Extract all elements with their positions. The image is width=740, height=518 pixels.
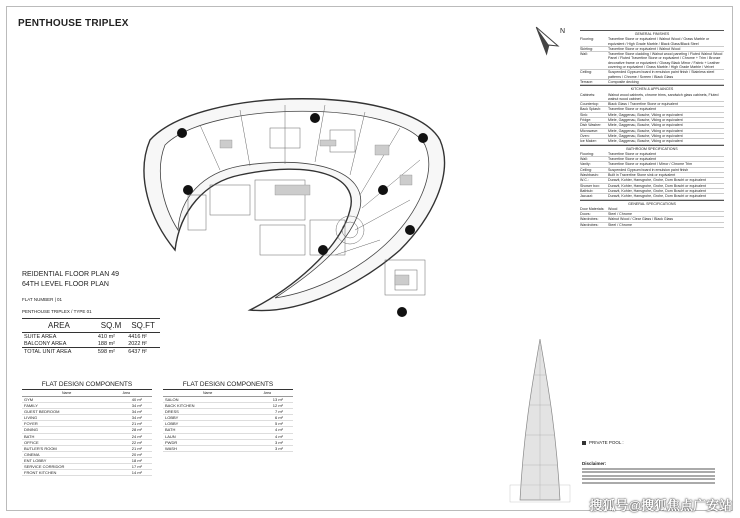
component-area: 5 m² xyxy=(275,421,283,427)
component-name: ENT LOBBY xyxy=(24,457,47,463)
col-area: Area xyxy=(122,391,130,395)
component-name: LIVING xyxy=(24,415,38,421)
component-area: 17 m² xyxy=(131,464,142,470)
disclaimer-text-line xyxy=(582,482,715,484)
spec-value: Travertine Stone or equivalent xyxy=(608,157,657,162)
table-row xyxy=(22,340,160,348)
spec-row xyxy=(580,37,724,47)
disclaimer-text-line xyxy=(582,468,715,470)
area-header-sqft: SQ.FT xyxy=(126,319,160,333)
spec-key: Wardrobes: xyxy=(580,222,599,227)
spec-value: Duravit, Kohler, Hansgrohe, Grohe, Dorn Bracht or equivalent xyxy=(608,194,706,199)
spec-key: Door Materials: xyxy=(580,206,605,211)
spec-key: Flooring: xyxy=(580,151,594,156)
components-title: FLAT DESIGN COMPONENTS xyxy=(163,381,293,390)
flat-type: PENTHOUSE TRIPLEX / TYPE 01 xyxy=(22,309,92,314)
spec-value: Miele, Gaggenau, Bosche, Viking or equivalent xyxy=(608,133,683,138)
spec-value: Miele, Gaggenau, Bosche, Viking or equivalent xyxy=(608,112,683,117)
spec-key: Flooring: xyxy=(580,37,594,42)
area-sqm: 410 m² xyxy=(97,333,115,340)
component-name: BATH xyxy=(24,433,35,439)
spec-value: Suspended Gypsum board in emulsion paint finish xyxy=(608,167,689,172)
spec-key: Jacuzzi: xyxy=(580,194,593,199)
component-area: 34 m² xyxy=(131,415,142,421)
components-header xyxy=(22,390,152,397)
spec-value: Duravit, Kohler, Hansgrohe, Grohe, Dorn Bracht or equivalent xyxy=(608,188,706,193)
spec-value: Duravit, Kohler, Hansgrohe, Grohe, Dorn Bracht or equivalent xyxy=(608,183,706,188)
col-name: Name xyxy=(62,391,72,395)
plan-title xyxy=(22,270,119,290)
col-name: Name xyxy=(203,391,213,395)
area-sqft: 2022 ft² xyxy=(128,340,147,347)
area-sqft: 4416 ft² xyxy=(128,333,147,340)
spec-key: Microwave: xyxy=(580,128,599,133)
spec-key: Dish Washer: xyxy=(580,123,602,128)
spec-key: W.C.: xyxy=(580,178,589,183)
spec-key: Ceiling: xyxy=(580,167,592,172)
area-name: BALCONY AREA xyxy=(24,340,67,347)
component-name: FRONT KITCHEN xyxy=(24,470,57,476)
component-area: 21 m² xyxy=(131,445,142,451)
area-name: SUITE AREA xyxy=(24,333,57,340)
component-name: GYM xyxy=(24,397,34,402)
component-area: 18 m² xyxy=(131,457,142,463)
spec-key: Oven: xyxy=(580,133,590,138)
area-name: TOTAL UNIT AREA xyxy=(24,348,72,355)
components-table-left xyxy=(22,381,152,476)
component-name: OFFICE xyxy=(24,439,39,445)
private-pool-legend xyxy=(582,440,624,445)
specifications-panel xyxy=(580,30,724,228)
component-name: WASH xyxy=(165,445,177,451)
components-title: FLAT DESIGN COMPONENTS xyxy=(22,381,152,390)
spec-value: Built in Travertine Stone sink or equivalent xyxy=(608,173,676,178)
spec-key: Bathtub: xyxy=(580,188,594,193)
floor-plan xyxy=(110,80,460,320)
spec-key: Skirting: xyxy=(580,46,593,51)
component-area: 3 m² xyxy=(275,445,283,451)
spec-key: Countertop: xyxy=(580,102,599,107)
col-area: Area xyxy=(263,391,271,395)
spec-key: Wall: xyxy=(580,157,588,162)
plan-title-line-1: REIDENTIAL FLOOR PLAN 49 xyxy=(22,271,119,278)
component-area: 3 m² xyxy=(275,439,283,445)
spec-value: Duravit, Kohler, Hansgrohe, Grohe, Dorn Bracht or equivalent xyxy=(608,178,706,183)
component-area: 24 m² xyxy=(131,433,142,439)
component-area: 40 m² xyxy=(131,397,142,402)
plan-title-line-2: 64TH LEVEL FLOOR PLAN xyxy=(22,281,109,288)
component-area: 4 m² xyxy=(275,427,283,433)
component-area: 4 m² xyxy=(275,433,283,439)
spec-value: Black Glass / Travertine Stone or equivalent xyxy=(608,102,678,107)
spec-key: Vanity: xyxy=(580,162,591,167)
component-name: BACK KITCHEN xyxy=(165,403,195,409)
table-row xyxy=(22,333,160,341)
north-label: N xyxy=(560,28,565,35)
spec-value: Walnut Wood / Clear Glass / Black Glass xyxy=(608,217,674,222)
spec-value: Travertine Stone or equivalent xyxy=(608,107,657,112)
component-area: 34 m² xyxy=(131,409,142,415)
page-title: PENTHOUSE TRIPLEX xyxy=(18,18,129,29)
component-name: BATH xyxy=(165,427,176,433)
component-area: 13 m² xyxy=(272,397,283,402)
spec-key: Shower box: xyxy=(580,183,600,188)
spec-value: Steel / Chrome xyxy=(608,222,632,227)
spec-value: Travertine Stone cladding / Walnut wood paneling / Fluted Walnut Wood Panel / Fluted Travertine Stone or equivalent / Chrome + Trim / Bronze decorative frame or equivalent / Glossy Black Mirror / Fabric + Leather covering or equivalent / Grass Marble / High Grade Marble / Velvet xyxy=(608,52,723,70)
spec-value: Travertine Stone or equivalent / Walnut Wood / Grass Marble or equivalent / High Grade Marble / Black Glass/Black Steel xyxy=(608,37,710,46)
component-name: LOBBY xyxy=(165,415,179,421)
spec-key: Fridge: xyxy=(580,118,592,123)
component-area: 14 m² xyxy=(131,470,142,476)
spec-row xyxy=(580,70,724,80)
component-name: DINING xyxy=(24,427,38,433)
spec-section-title: BATHROOM SPECIFICATIONS xyxy=(580,145,724,152)
watermark: 搜狐号@搜狐焦点广安站 xyxy=(589,498,732,513)
spec-value: Steel / Chrome xyxy=(608,212,632,217)
component-area: 20 m² xyxy=(131,451,142,457)
component-area: 28 m² xyxy=(131,427,142,433)
component-area: 34 m² xyxy=(131,403,142,409)
north-arrow xyxy=(527,22,565,60)
disclaimer-text-line xyxy=(582,475,715,477)
north-arrow-icon xyxy=(527,22,565,60)
spec-value: Suspended Gypsum board in emulsion paint finish / Stainless steel patterns / Chrome / Screen / Black Glass xyxy=(608,70,715,79)
spec-value: Walnut wood cabinets, chrome trims, sandwich glass cabinets, Fluted walnut wood cabinet xyxy=(608,92,719,101)
spec-section-title: GENERAL SPECIFICATIONS xyxy=(580,200,724,207)
spec-value: Miele, Gaggenau, Bosche, Viking or equivalent xyxy=(608,118,683,123)
area-sqm: 598 m² xyxy=(97,348,115,355)
component-area: 7 m² xyxy=(275,409,283,415)
spec-key: Ceiling: xyxy=(580,70,592,75)
disclaimer-title: Disclaimer: xyxy=(582,461,607,466)
component-name: FOYER xyxy=(24,421,38,427)
spec-row xyxy=(580,93,724,103)
area-table xyxy=(22,318,160,355)
disclaimer-text-line xyxy=(582,471,715,473)
spec-key: Washbasin: xyxy=(580,173,599,178)
flat-number: FLAT NUMBER | 01 xyxy=(22,297,63,302)
spec-row xyxy=(580,52,724,70)
component-name: PWDR xyxy=(165,439,178,445)
table-row xyxy=(22,348,160,356)
component-name: DRESS xyxy=(165,409,179,415)
area-header-sqm: SQ.M xyxy=(96,319,126,333)
area-header-name: AREA xyxy=(22,319,96,333)
spec-value: Wood xyxy=(608,206,618,211)
table-row xyxy=(22,470,152,476)
component-name: BUTLER'S ROOM xyxy=(24,445,57,451)
area-sqft: 6437 ft² xyxy=(128,348,147,355)
spec-key: Wall: xyxy=(580,52,588,57)
component-name: GUEST BEDROOM xyxy=(24,409,60,415)
components-header xyxy=(163,390,293,397)
spec-value: Miele, Gaggenau, Bosche, Viking or equivalent xyxy=(608,128,683,133)
spec-value: Travertine Stone or equivalent / Walnut Wood xyxy=(608,46,681,51)
component-area: 22 m² xyxy=(131,439,142,445)
spec-key: Ice Maker: xyxy=(580,139,597,144)
spec-section-title: KITCHEN & APPLIANCES xyxy=(580,85,724,92)
component-area: 6 m² xyxy=(275,415,283,421)
spec-value: Miele, Gaggenau, Bosche, Viking or equivalent xyxy=(608,123,683,128)
component-name: CINEMA xyxy=(24,451,40,457)
component-name: SALON xyxy=(165,397,179,402)
disclaimer xyxy=(582,462,722,485)
spec-row xyxy=(580,223,724,228)
component-area: 21 m² xyxy=(131,421,142,427)
spec-key: Back Splash: xyxy=(580,107,601,112)
spec-value: Miele, Gaggenau, Bosche, Viking or equivalent xyxy=(608,139,683,144)
spec-key: Sink: xyxy=(580,112,588,117)
components-table-right xyxy=(163,381,293,452)
spec-value: Travertine Stone or equivalent xyxy=(608,151,657,156)
tower-elevation xyxy=(508,335,572,505)
component-name: LOBBY xyxy=(165,421,179,427)
table-row xyxy=(163,446,293,452)
area-sqm: 188 m² xyxy=(97,340,115,347)
private-pool-label: PRIVATE POOL : xyxy=(589,440,624,445)
spec-key: Terrace: xyxy=(580,79,593,84)
component-name: SERVICE CORRIDOR xyxy=(24,464,65,470)
spec-value: Composite decking xyxy=(608,79,639,84)
spec-key: Cabinets: xyxy=(580,92,596,97)
disclaimer-text-line xyxy=(582,478,715,480)
component-area: 12 m² xyxy=(272,403,283,409)
tower-image xyxy=(508,335,572,505)
pool-swatch xyxy=(582,441,586,445)
spec-key: Doors: xyxy=(580,212,591,217)
spec-value: Travertine Stone or equivalent / Mirror / Chrome Trim xyxy=(608,162,693,167)
component-name: FAMILY xyxy=(24,403,38,409)
component-name: LAUN xyxy=(165,433,176,439)
spec-section-title: GENERAL FINISHES xyxy=(580,30,724,37)
spec-key: Wardrobes: xyxy=(580,217,599,222)
